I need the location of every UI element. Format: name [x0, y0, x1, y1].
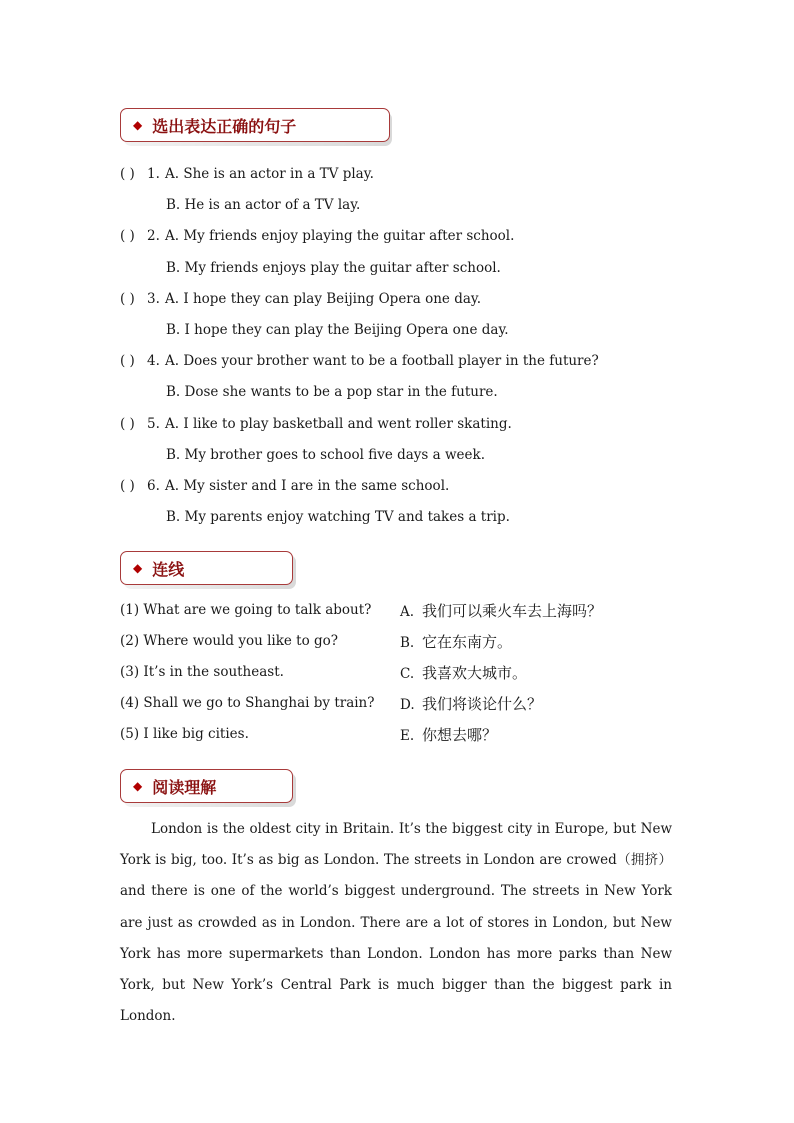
- match-letter: B.: [400, 635, 415, 651]
- section-header-box: [120, 108, 390, 142]
- option-b: B. Dose she wants to be a pop star in the future.: [166, 384, 498, 401]
- match-chinese-text: 你想去哪？: [422, 726, 498, 744]
- section-header-box: [120, 551, 293, 585]
- reading-paragraph: London is the oldest city in Britain. It’s the biggest city in Europe, but New York is big, too. It’s as big as London. The streets in London are crowed（拥挤）and there is one of the world’s biggest underground. The streets in New York are just as crowded as in London. There are a lot of stores in London, but New York has more supermarkets than London. London has more parks than New York, but New York’s Central Park is much bigger than the biggest park in London.: [120, 821, 672, 1025]
- match-letter: D.: [400, 697, 415, 713]
- question-number: 1.: [147, 166, 160, 182]
- match-right-item[interactable]: [400, 600, 602, 621]
- question-row: [120, 291, 481, 307]
- match-left-item[interactable]: (5) I like big cities.: [120, 726, 249, 742]
- answer-blank[interactable]: ( ): [120, 166, 135, 182]
- section-header-choose: [120, 108, 400, 144]
- match-chinese-text: 我喜欢大城市。: [422, 664, 528, 682]
- answer-blank[interactable]: ( ): [120, 415, 135, 432]
- question-row: [120, 478, 449, 494]
- question-row: [120, 416, 512, 432]
- option-b: B. I hope they can play the Beijing Opera one day.: [166, 322, 509, 338]
- option-a: A. I like to play basketball and went roller skating.: [165, 415, 512, 432]
- option-b: B. My parents enjoy watching TV and takes a trip.: [166, 509, 510, 526]
- match-left-item[interactable]: (2) Where would you like to go?: [120, 633, 339, 649]
- section-title: 选出表达正确的句子: [152, 116, 297, 136]
- diamond-icon: ◆: [133, 118, 143, 132]
- match-left-item[interactable]: (3) It’s in the southeast.: [120, 664, 284, 680]
- answer-blank[interactable]: ( ): [120, 478, 135, 494]
- question-number: 2.: [147, 228, 160, 245]
- section-title: 连线: [152, 559, 185, 579]
- question-number: 4.: [147, 353, 160, 370]
- question-number: 6.: [147, 478, 160, 494]
- match-right-item[interactable]: [400, 724, 497, 745]
- match-right-item[interactable]: [400, 631, 512, 652]
- match-right-item[interactable]: [400, 662, 527, 683]
- section-header-box: [120, 769, 293, 803]
- section-header-match: [120, 551, 302, 587]
- diamond-icon: ◆: [133, 779, 143, 793]
- match-left-item[interactable]: (1) What are we going to talk about?: [120, 602, 372, 618]
- match-letter: E.: [400, 728, 415, 744]
- question-row: [120, 228, 514, 244]
- option-a: A. She is an actor in a TV play.: [165, 166, 374, 182]
- question-row: [120, 166, 374, 182]
- question-number: 5.: [147, 415, 160, 432]
- match-letter: A.: [400, 604, 415, 620]
- diamond-icon: ◆: [133, 561, 143, 575]
- option-b: B. He is an actor of a TV lay.: [166, 197, 361, 214]
- answer-blank[interactable]: ( ): [120, 290, 135, 307]
- match-left-item[interactable]: (4) Shall we go to Shanghai by train?: [120, 695, 375, 711]
- option-a: A. I hope they can play Beijing Opera one day.: [165, 290, 482, 307]
- match-letter: C.: [400, 666, 415, 682]
- option-b: B. My brother goes to school five days a week.: [166, 446, 485, 463]
- match-chinese-text: 我们将谈论什么？: [422, 695, 543, 713]
- question-number: 3.: [147, 290, 160, 307]
- section-title: 阅读理解: [152, 777, 217, 797]
- match-chinese-text: 它在东南方。: [422, 633, 513, 651]
- answer-blank[interactable]: ( ): [120, 353, 135, 370]
- match-chinese-text: 我们可以乘火车去上海吗？: [422, 602, 603, 620]
- match-right-item[interactable]: [400, 693, 542, 714]
- option-a: A. My friends enjoy playing the guitar after school.: [165, 228, 515, 245]
- option-a: A. My sister and I are in the same school.: [165, 478, 450, 494]
- question-row: [120, 353, 599, 369]
- section-header-reading: [120, 769, 302, 805]
- option-a: A. Does your brother want to be a football player in the future?: [165, 353, 599, 370]
- answer-blank[interactable]: ( ): [120, 228, 135, 245]
- option-b: B. My friends enjoys play the guitar after school.: [166, 259, 501, 276]
